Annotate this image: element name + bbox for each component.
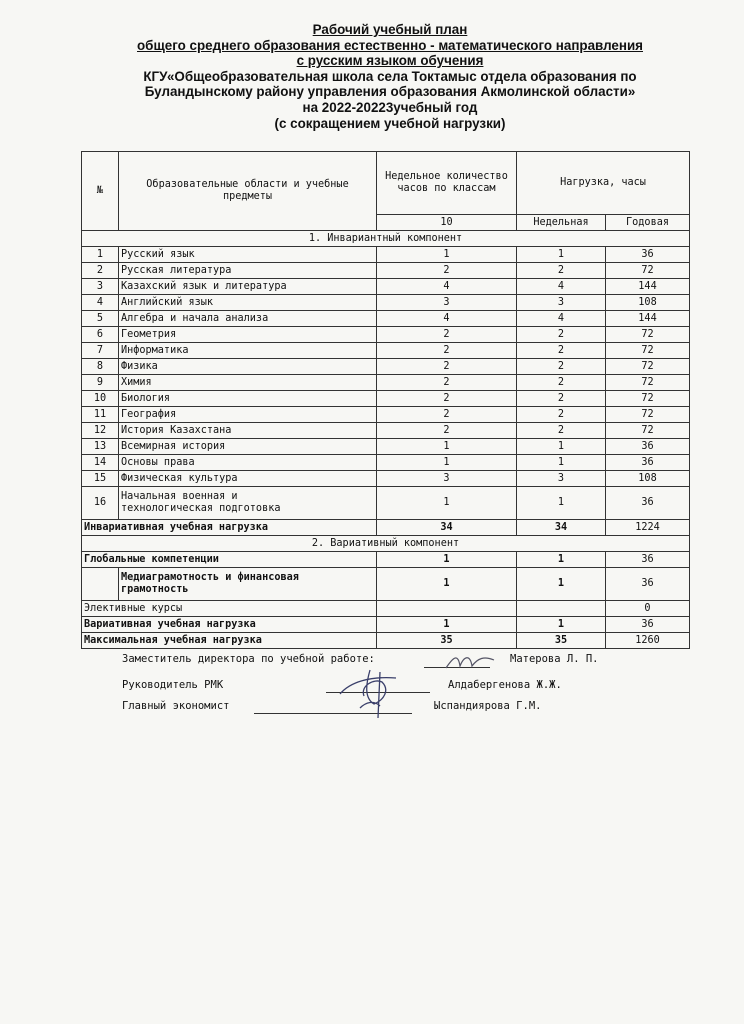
media-weekly: 1 bbox=[517, 568, 606, 601]
load-note: (с сокращением учебной нагрузки) bbox=[274, 115, 506, 131]
table-row bbox=[82, 263, 690, 279]
school-name-line2: Буландынскому району управления образования Акмолинской области» bbox=[144, 84, 636, 100]
rmk-name: Алдабергенова Ж.Ж. bbox=[448, 679, 562, 691]
electives-label: Элективные курсы bbox=[82, 601, 377, 617]
deputy-signature-mark bbox=[440, 650, 500, 672]
header-annual: Годовая bbox=[606, 215, 690, 231]
table-row bbox=[82, 247, 690, 263]
media-label bbox=[119, 568, 377, 601]
section-row bbox=[82, 231, 690, 247]
row-weekly: 2 bbox=[517, 343, 606, 359]
row-subject: География bbox=[119, 407, 377, 423]
row-weekly: 2 bbox=[517, 423, 606, 439]
row-weekly: 1 bbox=[517, 487, 606, 520]
row-number: 5 bbox=[82, 311, 119, 327]
total-label: Инвариативная учебная нагрузка bbox=[82, 520, 377, 536]
row-class-hours: 4 bbox=[377, 279, 517, 295]
row-subject: Английский язык bbox=[119, 295, 377, 311]
row-class-hours: 1 bbox=[377, 487, 517, 520]
media-annual: 36 bbox=[606, 568, 690, 601]
row-weekly: 2 bbox=[517, 407, 606, 423]
row-class-hours: 2 bbox=[377, 343, 517, 359]
table-row bbox=[82, 439, 690, 455]
deputy-title: Заместитель директора по учебной работе: bbox=[122, 653, 375, 665]
row-annual: 72 bbox=[606, 407, 690, 423]
global-annual: 36 bbox=[606, 552, 690, 568]
header-weekly: Недельная bbox=[517, 215, 606, 231]
row-annual: 72 bbox=[606, 327, 690, 343]
media-label-line: грамотность bbox=[121, 584, 189, 595]
row-annual: 72 bbox=[606, 423, 690, 439]
row-weekly: 2 bbox=[517, 375, 606, 391]
row-weekly: 4 bbox=[517, 311, 606, 327]
row-subject bbox=[119, 487, 377, 520]
row-number: 13 bbox=[82, 439, 119, 455]
row-annual: 72 bbox=[606, 359, 690, 375]
table-row bbox=[82, 423, 690, 439]
row-class-hours: 3 bbox=[377, 295, 517, 311]
total-weekly: 34 bbox=[517, 520, 606, 536]
row-number: 7 bbox=[82, 343, 119, 359]
variative-total-row bbox=[82, 617, 690, 633]
school-name-line1: КГУ«Общеобразовательная школа села Токтамыс отдела образования по bbox=[143, 68, 637, 84]
row-weekly: 2 bbox=[517, 391, 606, 407]
header-class: 10 bbox=[377, 215, 517, 231]
row-annual: 72 bbox=[606, 343, 690, 359]
global-class-hours: 1 bbox=[377, 552, 517, 568]
table-row bbox=[82, 279, 690, 295]
header-load: Нагрузка, часы bbox=[517, 152, 690, 215]
table-row bbox=[82, 487, 690, 520]
max-class-hours: 35 bbox=[377, 633, 517, 649]
row-number: 10 bbox=[82, 391, 119, 407]
section-invariant: 1. Инвариантный компонент bbox=[82, 231, 690, 247]
media-empty-cell bbox=[82, 568, 119, 601]
deputy-name: Матерова Л. П. bbox=[510, 653, 599, 665]
row-annual: 72 bbox=[606, 375, 690, 391]
variative-annual: 36 bbox=[606, 617, 690, 633]
doc-subtitle-direction: общего среднего образования естественно - математического направления bbox=[137, 37, 643, 53]
doc-subtitle-language: с русским языком обучения bbox=[296, 53, 484, 69]
row-subject: Физика bbox=[119, 359, 377, 375]
electives-class-hours bbox=[377, 601, 517, 617]
row-subject-line: Начальная военная и bbox=[121, 491, 238, 502]
stamp-signature-mark bbox=[330, 664, 420, 722]
row-subject: Алгебра и начала анализа bbox=[119, 311, 377, 327]
media-class-hours: 1 bbox=[377, 568, 517, 601]
table-row bbox=[82, 391, 690, 407]
section-row bbox=[82, 536, 690, 552]
table-row bbox=[82, 359, 690, 375]
row-subject: Химия bbox=[119, 375, 377, 391]
global-competencies-row bbox=[82, 552, 690, 568]
row-number: 9 bbox=[82, 375, 119, 391]
curriculum-table bbox=[81, 151, 690, 649]
row-class-hours: 1 bbox=[377, 247, 517, 263]
max-total-row bbox=[82, 633, 690, 649]
max-weekly: 35 bbox=[517, 633, 606, 649]
row-annual: 108 bbox=[606, 471, 690, 487]
row-subject-line: технологическая подготовка bbox=[121, 503, 281, 514]
row-number: 3 bbox=[82, 279, 119, 295]
rmk-title: Руководитель РМК bbox=[122, 679, 224, 691]
row-number: 8 bbox=[82, 359, 119, 375]
economist-name: Ыспандиярова Г.М. bbox=[434, 700, 542, 712]
row-number: 14 bbox=[82, 455, 119, 471]
row-subject: История Казахстана bbox=[119, 423, 377, 439]
row-number: 15 bbox=[82, 471, 119, 487]
global-label: Глобальные компетенции bbox=[82, 552, 377, 568]
variative-class-hours: 1 bbox=[377, 617, 517, 633]
media-label-line: Медиаграмотность и финансовая bbox=[121, 572, 299, 583]
total-annual: 1224 bbox=[606, 520, 690, 536]
table-row bbox=[82, 343, 690, 359]
row-class-hours: 2 bbox=[377, 423, 517, 439]
row-annual: 72 bbox=[606, 391, 690, 407]
row-annual: 36 bbox=[606, 455, 690, 471]
row-weekly: 1 bbox=[517, 455, 606, 471]
economist-title: Главный экономист bbox=[122, 700, 230, 712]
header-subject: Образовательные области и учебные предметы bbox=[119, 152, 377, 231]
row-class-hours: 2 bbox=[377, 359, 517, 375]
row-class-hours: 4 bbox=[377, 311, 517, 327]
table-row bbox=[82, 455, 690, 471]
row-annual: 144 bbox=[606, 311, 690, 327]
doc-title: Рабочий учебный план bbox=[312, 22, 468, 37]
max-annual: 1260 bbox=[606, 633, 690, 649]
row-weekly: 1 bbox=[517, 439, 606, 455]
row-subject: Русский язык bbox=[119, 247, 377, 263]
row-weekly: 2 bbox=[517, 359, 606, 375]
row-class-hours: 2 bbox=[377, 375, 517, 391]
row-subject: Геометрия bbox=[119, 327, 377, 343]
header-number: № bbox=[82, 152, 119, 231]
row-weekly: 1 bbox=[517, 247, 606, 263]
header-weekly-hours: Недельное количество часов по классам bbox=[377, 152, 517, 215]
row-subject: Казахский язык и литература bbox=[119, 279, 377, 295]
global-weekly: 1 bbox=[517, 552, 606, 568]
variative-weekly: 1 bbox=[517, 617, 606, 633]
table-row bbox=[82, 295, 690, 311]
total-class-hours: 34 bbox=[377, 520, 517, 536]
row-class-hours: 2 bbox=[377, 407, 517, 423]
row-annual: 36 bbox=[606, 487, 690, 520]
invariant-total-row bbox=[82, 520, 690, 536]
max-label: Максимальная учебная нагрузка bbox=[82, 633, 377, 649]
row-number: 11 bbox=[82, 407, 119, 423]
electives-row bbox=[82, 601, 690, 617]
row-subject: Физическая культура bbox=[119, 471, 377, 487]
academic-year: на 2022-20223учебный год bbox=[302, 99, 478, 115]
row-annual: 144 bbox=[606, 279, 690, 295]
row-weekly: 4 bbox=[517, 279, 606, 295]
row-class-hours: 3 bbox=[377, 471, 517, 487]
row-subject: Основы права bbox=[119, 455, 377, 471]
row-number: 12 bbox=[82, 423, 119, 439]
table-row bbox=[82, 375, 690, 391]
row-class-hours: 2 bbox=[377, 263, 517, 279]
table-row bbox=[82, 471, 690, 487]
table-row bbox=[82, 327, 690, 343]
row-number: 2 bbox=[82, 263, 119, 279]
row-annual: 108 bbox=[606, 295, 690, 311]
row-number: 16 bbox=[82, 487, 119, 520]
row-number: 6 bbox=[82, 327, 119, 343]
section-variative: 2. Вариативный компонент bbox=[82, 536, 690, 552]
row-subject: Всемирная история bbox=[119, 439, 377, 455]
document-header bbox=[60, 22, 720, 131]
table-row bbox=[82, 407, 690, 423]
electives-weekly bbox=[517, 601, 606, 617]
subject-rows bbox=[82, 247, 690, 487]
row-number: 1 bbox=[82, 247, 119, 263]
row-class-hours: 1 bbox=[377, 439, 517, 455]
electives-annual: 0 bbox=[606, 601, 690, 617]
row-class-hours: 1 bbox=[377, 455, 517, 471]
row-weekly: 3 bbox=[517, 471, 606, 487]
row-annual: 72 bbox=[606, 263, 690, 279]
media-literacy-row bbox=[82, 568, 690, 601]
row-weekly: 3 bbox=[517, 295, 606, 311]
row-number: 4 bbox=[82, 295, 119, 311]
row-annual: 36 bbox=[606, 439, 690, 455]
variative-label: Вариативная учебная нагрузка bbox=[82, 617, 377, 633]
row-class-hours: 2 bbox=[377, 327, 517, 343]
row-subject: Русская литература bbox=[119, 263, 377, 279]
row-weekly: 2 bbox=[517, 263, 606, 279]
table-header-row bbox=[82, 152, 690, 215]
table-row bbox=[82, 311, 690, 327]
row-subject: Информатика bbox=[119, 343, 377, 359]
row-class-hours: 2 bbox=[377, 391, 517, 407]
row-annual: 36 bbox=[606, 247, 690, 263]
row-subject: Биология bbox=[119, 391, 377, 407]
row-weekly: 2 bbox=[517, 327, 606, 343]
